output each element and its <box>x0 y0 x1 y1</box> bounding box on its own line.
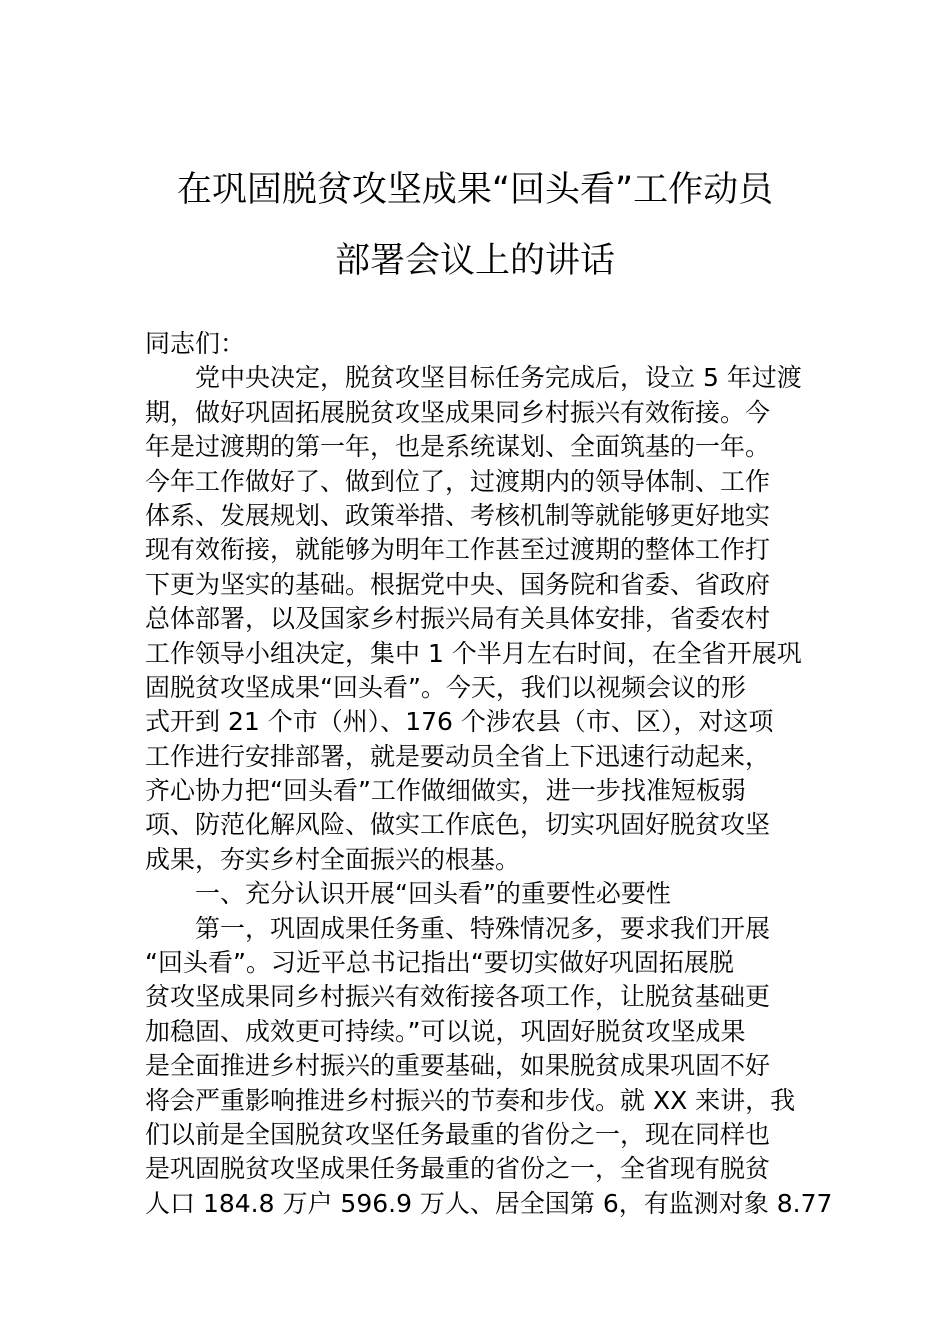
body-line: 现有效衔接，就能够为明年工作甚至过渡期的整体工作打 <box>145 535 771 565</box>
body-lines <box>145 361 833 1221</box>
body-line: 工作领导小组决定，集中 1 个半月左右时间，在全省开展巩 <box>145 638 802 668</box>
body-line: 是巩固脱贫攻坚成果任务最重的省份之一，全省现有脱贫 <box>145 1154 771 1184</box>
body-line: 项、防范化解风险、做实工作底色，切实巩固好脱贫攻坚 <box>145 810 771 840</box>
body-line: 下更为坚实的基础。根据党中央、国务院和省委、省政府 <box>145 569 771 599</box>
body-line: “回头看”。习近平总书记指出“要切实做好巩固拓展脱 <box>145 948 734 978</box>
body-line: 工作进行安排部署，就是要动员全省上下迅速行动起来， <box>145 741 771 771</box>
body-line: 们以前是全国脱贫攻坚任务最重的省份之一，现在同样也 <box>145 1119 771 1149</box>
body-line: 贫攻坚成果同乡村振兴有效衔接各项工作，让脱贫基础更 <box>145 982 771 1012</box>
body-line: 是全面推进乡村振兴的重要基础，如果脱贫成果巩固不好 <box>145 1051 771 1081</box>
body-line: 党中央决定，脱贫攻坚目标任务完成后，设立 5 年过渡 <box>195 363 802 393</box>
body-line: 固脱贫攻坚成果“回头看”。今天，我们以视频会议的形 <box>145 672 746 702</box>
body-line: 年是过渡期的第一年，也是系统谋划、全面筑基的一年。 <box>145 432 771 462</box>
body-line: 期，做好巩固拓展脱贫攻坚成果同乡村振兴有效衔接。今 <box>145 397 771 427</box>
body-line: 第一，巩固成果任务重、特殊情况多，要求我们开展 <box>195 913 771 943</box>
body-line: 加稳固、成效更可持续。”可以说，巩固好脱贫攻坚成果 <box>145 1016 746 1046</box>
body-line: 齐心协力把“回头看”工作做细做实，进一步找准短板弱 <box>145 776 746 806</box>
body-line: 将会严重影响推进乡村振兴的节奏和步伐。就 XX 来讲，我 <box>145 1085 796 1115</box>
document-body <box>145 327 833 1221</box>
body-line: 总体部署，以及国家乡村振兴局有关具体安排，省委农村 <box>145 604 771 634</box>
body-line: 今年工作做好了、做到位了，过渡期内的领导体制、工作 <box>145 466 771 496</box>
salutation: 同志们： <box>145 329 246 358</box>
document-title-line-1: 在巩固脱贫攻坚成果“回头看”工作动员 <box>176 170 774 210</box>
body-line: 一、充分认识开展“回头看”的重要性必要性 <box>195 879 671 909</box>
body-line: 人口 184.8 万户 596.9 万人、居全国第 6，有监测对象 8.77 <box>145 1188 833 1218</box>
body-line: 式开到 21 个市（州）、176 个涉农县（市、区），对这项 <box>145 707 774 737</box>
body-line: 成果，夯实乡村全面振兴的根基。 <box>145 844 521 874</box>
body-line: 体系、发展规划、政策举措、考核机制等就能够更好地实 <box>145 500 771 530</box>
document-title-line-2: 部署会议上的讲话 <box>334 241 615 281</box>
